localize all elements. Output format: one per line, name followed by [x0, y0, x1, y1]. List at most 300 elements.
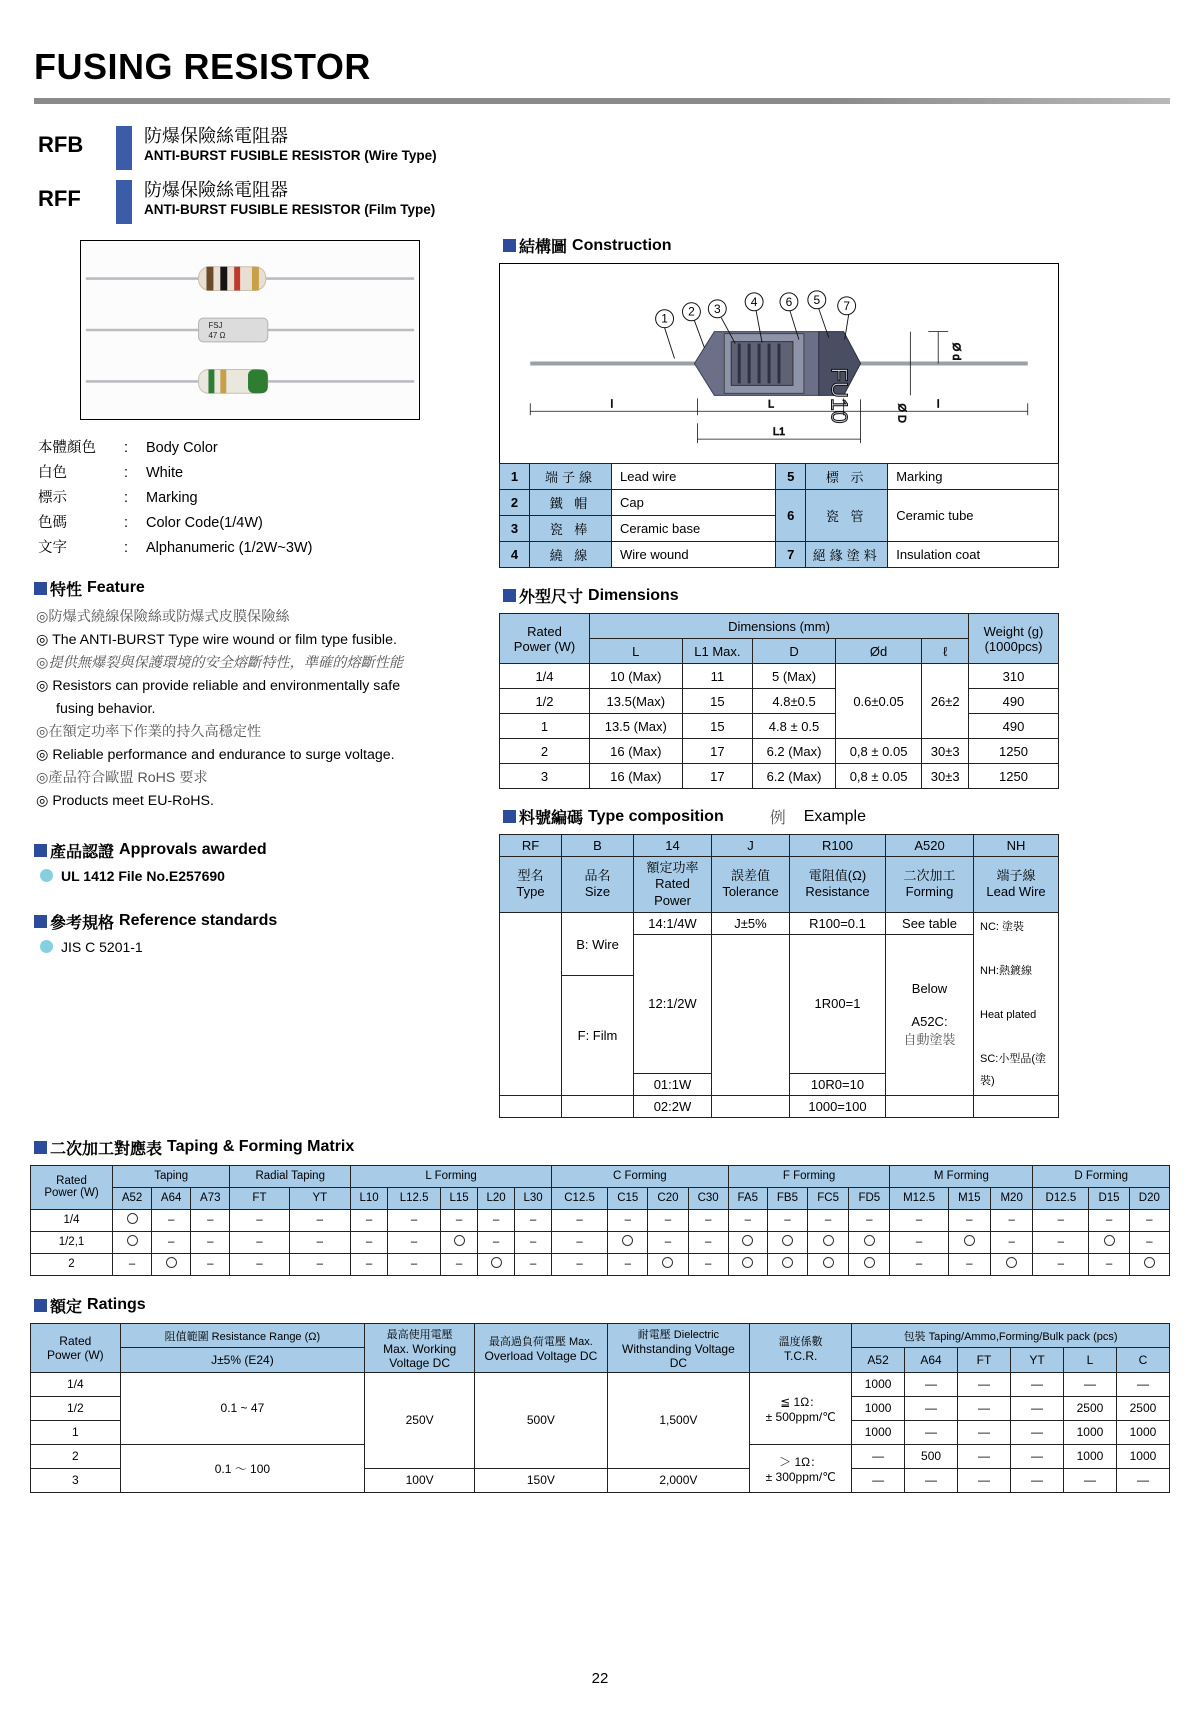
- example-label-cn: 例: [769, 810, 786, 827]
- square-bullet-icon: [34, 915, 47, 928]
- legend-cn: 瓷 棒: [530, 516, 612, 542]
- matrix-cell-unavailable: –: [1089, 1209, 1129, 1231]
- circle-mark-icon: [742, 1257, 753, 1268]
- tcomp-power-14: 14:1/4W: [634, 912, 712, 934]
- approvals-heading-cn: 產品認證: [50, 843, 115, 861]
- spec-colon: :: [124, 440, 129, 456]
- dims-power: 1/2: [500, 689, 590, 714]
- ratings-pack-a52: 1000: [852, 1372, 905, 1396]
- dims-D: 5 (Max): [753, 664, 836, 689]
- matrix-cell-unavailable: –: [648, 1231, 688, 1253]
- svg-text:Ø d: Ø d: [950, 342, 963, 361]
- legend-no: 4: [500, 542, 530, 568]
- matrix-cell-unavailable: –: [441, 1253, 478, 1275]
- reference-heading-en: Reference standards: [119, 912, 278, 930]
- ratings-pack-a52: —: [852, 1444, 905, 1468]
- series-row-rfb: [38, 126, 1170, 170]
- svg-text:6: 6: [785, 294, 793, 309]
- tcomp-field-size: 品名 Size: [562, 857, 634, 913]
- matrix-cell-unavailable: –: [515, 1231, 552, 1253]
- tcomp-blank-tol: [712, 1095, 790, 1117]
- dimensions-heading-cn: 外型尺寸: [519, 589, 584, 606]
- matrix-col-fc5: FC5: [808, 1187, 849, 1209]
- matrix-group-f-forming: F Forming: [728, 1165, 890, 1187]
- matrix-cell-unavailable: –: [849, 1209, 890, 1231]
- dimensions-table: [499, 613, 1059, 789]
- spec-value: Color Code(1/4W): [146, 514, 263, 531]
- ratings-working-2: 100V: [365, 1468, 475, 1492]
- table-header-row: [31, 1323, 1170, 1348]
- matrix-cell-available: [808, 1253, 849, 1275]
- matrix-cell-unavailable: –: [948, 1209, 990, 1231]
- circle-bullet-icon: [40, 869, 53, 882]
- tcomp-example-rf: RF: [500, 835, 562, 857]
- legend-cn: 繞 線: [530, 542, 612, 568]
- matrix-cell-unavailable: –: [289, 1253, 351, 1275]
- ratings-tcr-1: ≦ 1Ω： ± 500ppm/℃: [750, 1372, 852, 1444]
- table-row: [31, 1372, 1170, 1396]
- ratings-working-1: 250V: [365, 1372, 475, 1468]
- reference-item: [40, 939, 485, 955]
- matrix-cell-unavailable: –: [552, 1253, 608, 1275]
- series-name-cn-rfb: 防爆保險絲電阻器: [144, 126, 288, 146]
- tcomp-forming-cell: Below A52C: 自動塗裝: [886, 934, 974, 1095]
- ratings-pack-c: 1000: [1116, 1420, 1169, 1444]
- tcomp-size-wire: B: Wire: [562, 912, 634, 976]
- svg-text:2: 2: [688, 304, 695, 319]
- dims-L1: 15: [682, 714, 753, 739]
- matrix-col-m12-5: M12.5: [890, 1187, 948, 1209]
- circle-mark-icon: [491, 1257, 502, 1268]
- matrix-cell-unavailable: –: [351, 1209, 388, 1231]
- legend-en: Ceramic tube: [888, 490, 1059, 542]
- legend-no: 1: [500, 464, 530, 490]
- matrix-cell-unavailable: –: [152, 1209, 191, 1231]
- tcomp-field-type: 型名 Type: [500, 857, 562, 913]
- ratings-res-range-2: 0.1 ～ 100: [120, 1444, 365, 1492]
- spec-row: [38, 486, 485, 511]
- matrix-col-rated: Rated Power (W): [31, 1165, 113, 1209]
- ratings-pack-col-a52: A52: [852, 1348, 905, 1373]
- ratings-col-rated: Rated Power (W): [31, 1323, 121, 1372]
- spec-colon: :: [124, 514, 129, 531]
- tcomp-field-forming: 二次加工 Forming: [886, 857, 974, 913]
- feature-item: ◎提供無爆裂與保護環境的安全熔斷特性，準確的熔斷性能: [36, 654, 404, 671]
- table-row: [500, 664, 1059, 689]
- ratings-pack-ft: —: [958, 1468, 1011, 1492]
- matrix-col-l30: L30: [515, 1187, 552, 1209]
- dims-col-l: ℓ: [922, 639, 969, 664]
- matrix-col-yt: YT: [289, 1187, 351, 1209]
- table-header-row: [500, 614, 1059, 639]
- feature-list: [36, 606, 485, 813]
- ratings-pack-c: 2500: [1116, 1396, 1169, 1420]
- matrix-group-c-forming: C Forming: [552, 1165, 729, 1187]
- spec-key: 標示: [38, 489, 67, 506]
- circle-mark-icon: [964, 1235, 975, 1246]
- matrix-cell-available: [478, 1253, 515, 1275]
- tcomp-tolerance-blank: [712, 934, 790, 1095]
- tcomp-lead-wire-cell: NC: 塗裝 NH:熱鍍線 Heat plated SC:小型品(塗裝): [974, 912, 1059, 1095]
- series-name-cn-rff: 防爆保險絲電阻器: [144, 180, 288, 200]
- matrix-cell-unavailable: –: [890, 1231, 948, 1253]
- spec-key: 白色: [38, 464, 67, 481]
- table-row: [500, 912, 1059, 934]
- dims-D: 6.2 (Max): [753, 739, 836, 764]
- ratings-pack-a52: 1000: [852, 1420, 905, 1444]
- matrix-cell-unavailable: –: [388, 1253, 441, 1275]
- construction-heading: [503, 234, 1059, 257]
- dims-L1: 17: [682, 739, 753, 764]
- square-bullet-icon: [34, 1141, 47, 1154]
- ratings-pack-l: —: [1063, 1468, 1116, 1492]
- series-name-en-rff: ANTI-BURST FUSIBLE RESISTOR (Film Type): [144, 201, 436, 217]
- ratings-row-power: 2: [31, 1444, 121, 1468]
- spec-row: [38, 436, 485, 461]
- table-row: [31, 1231, 1170, 1253]
- feature-item: ◎ Products meet EU-RoHS.: [36, 792, 214, 809]
- circle-mark-icon: [166, 1257, 177, 1268]
- circle-mark-icon: [782, 1235, 793, 1246]
- svg-text:l: l: [936, 398, 940, 411]
- ratings-overload-2: 150V: [475, 1468, 607, 1492]
- dims-L: 13.5(Max): [590, 689, 683, 714]
- tcomp-field-rated-power: 額定功率 Rated Power: [634, 857, 712, 913]
- tcomp-field-lead-wire: 端子線 Lead Wire: [974, 857, 1059, 913]
- matrix-cell-unavailable: –: [991, 1231, 1033, 1253]
- product-photo: [80, 240, 420, 420]
- table-row: [31, 1209, 1170, 1231]
- reference-item-label: JIS C 5201-1: [61, 938, 143, 955]
- ratings-row-power: 3: [31, 1468, 121, 1492]
- matrix-cell-available: [152, 1253, 191, 1275]
- tcomp-blank-lead: [974, 1095, 1059, 1117]
- tcomp-example-14: 14: [634, 835, 712, 857]
- square-bullet-icon: [34, 1299, 47, 1312]
- matrix-cell-unavailable: –: [552, 1209, 608, 1231]
- ratings-pack-a64: —: [905, 1372, 958, 1396]
- circle-mark-icon: [127, 1235, 138, 1246]
- matrix-cell-unavailable: –: [478, 1231, 515, 1253]
- approval-item: [40, 868, 485, 884]
- table-header-row: [31, 1187, 1170, 1209]
- matrix-row-power: 1/2,1: [31, 1231, 113, 1253]
- series-bar-icon: [116, 126, 132, 170]
- legend-en: Ceramic base: [612, 516, 776, 542]
- table-row: [500, 464, 1059, 490]
- dims-L: 13.5 (Max): [590, 714, 683, 739]
- matrix-cell-available: [648, 1253, 688, 1275]
- spec-row: [38, 461, 485, 486]
- feature-item: ◎產品符合歐盟 RoHS 要求: [36, 769, 208, 786]
- ratings-pack-ft: —: [958, 1396, 1011, 1420]
- tcomp-res-1000: 1000=100: [790, 1095, 886, 1117]
- ratings-table: [30, 1323, 1170, 1493]
- ratings-col-working: 最高使用電壓 Max. Working Voltage DC: [365, 1323, 475, 1372]
- ratings-pack-yt: —: [1011, 1444, 1064, 1468]
- construction-heading-en: Construction: [572, 236, 672, 254]
- matrix-cell-unavailable: –: [152, 1231, 191, 1253]
- matrix-col-l15: L15: [441, 1187, 478, 1209]
- svg-text:Ø D: Ø D: [895, 403, 908, 423]
- tcomp-size-film: F: Film: [562, 976, 634, 1096]
- matrix-cell-unavailable: –: [890, 1253, 948, 1275]
- table-row: [500, 490, 1059, 516]
- ratings-res-range-sub: J±5% (E24): [120, 1348, 365, 1373]
- ratings-pack-yt: —: [1011, 1420, 1064, 1444]
- ratings-pack-yt: —: [1011, 1468, 1064, 1492]
- reference-heading-cn: 參考規格: [50, 914, 115, 932]
- dims-Od: 0,8 ± 0.05: [835, 739, 922, 764]
- matrix-cell-unavailable: –: [230, 1209, 289, 1231]
- matrix-cell-available: [728, 1253, 767, 1275]
- ratings-pack-l: 1000: [1063, 1444, 1116, 1468]
- matrix-group-radial-taping: Radial Taping: [230, 1165, 351, 1187]
- ratings-pack-a64: 500: [905, 1444, 958, 1468]
- circle-mark-icon: [823, 1235, 834, 1246]
- ratings-col-dielectric: 耐電壓 Dielectric Withstanding Voltage DC: [607, 1323, 750, 1372]
- ratings-pack-yt: —: [1011, 1396, 1064, 1420]
- spec-value: Alphanumeric (1/2W~3W): [146, 539, 313, 556]
- ratings-pack-col-ft: FT: [958, 1348, 1011, 1373]
- matrix-col-a73: A73: [191, 1187, 230, 1209]
- ratings-pack-yt: —: [1011, 1372, 1064, 1396]
- ratings-dielectric-2: 2,000V: [607, 1468, 750, 1492]
- dims-Od: 0.6±0.05: [835, 664, 922, 739]
- matrix-col-fa5: FA5: [728, 1187, 767, 1209]
- ratings-pack-col-l: L: [1063, 1348, 1116, 1373]
- ratings-pack-a64: —: [905, 1468, 958, 1492]
- dims-weight: 490: [969, 689, 1059, 714]
- circle-mark-icon: [782, 1257, 793, 1268]
- dims-col-L: L: [590, 639, 683, 664]
- page-number: 22: [591, 1670, 609, 1687]
- spec-value: Body Color: [146, 440, 218, 456]
- matrix-col-l10: L10: [351, 1187, 388, 1209]
- matrix-row-power: 2: [31, 1253, 113, 1275]
- legend-no: 7: [776, 542, 806, 568]
- square-bullet-icon: [503, 239, 516, 252]
- ratings-pack-a52: 1000: [852, 1396, 905, 1420]
- matrix-heading-en: Taping & Forming Matrix: [167, 1138, 355, 1156]
- spec-key: 色碼: [38, 514, 67, 531]
- spec-colon: :: [124, 464, 129, 481]
- construction-heading-cn: 結構圖: [519, 239, 568, 256]
- circle-mark-icon: [127, 1213, 138, 1224]
- circle-mark-icon: [1144, 1257, 1155, 1268]
- matrix-row-power: 1/4: [31, 1209, 113, 1231]
- feature-item: fusing behavior.: [56, 700, 156, 717]
- matrix-cell-available: [113, 1231, 152, 1253]
- type-composition-heading-cn: 料號編碼: [519, 810, 584, 827]
- matrix-cell-unavailable: –: [767, 1209, 807, 1231]
- tcomp-example-b: B: [562, 835, 634, 857]
- legend-no: 3: [500, 516, 530, 542]
- matrix-cell-unavailable: –: [478, 1209, 515, 1231]
- matrix-cell-unavailable: –: [230, 1253, 289, 1275]
- matrix-cell-unavailable: –: [608, 1209, 648, 1231]
- matrix-cell-unavailable: –: [808, 1209, 849, 1231]
- feature-heading-cn: 特性: [50, 581, 83, 599]
- circle-bullet-icon: [40, 940, 53, 953]
- dims-group-header: Dimensions (mm): [590, 614, 969, 639]
- dims-power: 2: [500, 739, 590, 764]
- legend-no: 2: [500, 490, 530, 516]
- ratings-row-power: 1/4: [31, 1372, 121, 1396]
- matrix-cell-available: [808, 1231, 849, 1253]
- feature-item: ◎ Reliable performance and endurance to surge voltage.: [36, 746, 395, 763]
- circle-mark-icon: [823, 1257, 834, 1268]
- dims-l: 26±2: [922, 664, 969, 739]
- matrix-cell-unavailable: –: [552, 1231, 608, 1253]
- circle-mark-icon: [1104, 1235, 1115, 1246]
- ratings-pack-a64: —: [905, 1420, 958, 1444]
- matrix-cell-available: [767, 1231, 807, 1253]
- dims-D: 4.8 ± 0.5: [753, 714, 836, 739]
- legend-cn: 瓷 管: [806, 490, 888, 542]
- matrix-cell-available: [608, 1231, 648, 1253]
- dims-col-Od: Ød: [835, 639, 922, 664]
- matrix-cell-unavailable: –: [515, 1209, 552, 1231]
- table-header-row: [31, 1165, 1170, 1187]
- matrix-col-d15: D15: [1089, 1187, 1129, 1209]
- table-row: [500, 1095, 1059, 1117]
- matrix-cell-unavailable: –: [608, 1253, 648, 1275]
- spec-colon: :: [124, 539, 129, 556]
- matrix-group-l-forming: L Forming: [351, 1165, 552, 1187]
- ratings-pack-l: 2500: [1063, 1396, 1116, 1420]
- tcomp-blank-size: [562, 1095, 634, 1117]
- tcomp-res-r100: R100=0.1: [790, 912, 886, 934]
- series-code-rfb: RFB: [38, 132, 84, 157]
- matrix-col-m15: M15: [948, 1187, 990, 1209]
- legend-en: Wire wound: [612, 542, 776, 568]
- svg-text:7: 7: [843, 298, 850, 313]
- matrix-col-l12-5: L12.5: [388, 1187, 441, 1209]
- ratings-pack-col-a64: A64: [905, 1348, 958, 1373]
- svg-text:3: 3: [713, 301, 721, 316]
- ratings-heading: [34, 1294, 1170, 1317]
- matrix-col-d12-5: D12.5: [1033, 1187, 1089, 1209]
- matrix-col-fb5: FB5: [767, 1187, 807, 1209]
- series-row-rff: [38, 180, 1170, 224]
- dimensions-heading-en: Dimensions: [588, 586, 679, 604]
- dims-D: 6.2 (Max): [753, 764, 836, 789]
- table-row: [500, 542, 1059, 568]
- dims-power: 1: [500, 714, 590, 739]
- matrix-cell-unavailable: –: [688, 1253, 728, 1275]
- legend-no: 6: [776, 490, 806, 542]
- dims-Od: 0,8 ± 0.05: [835, 764, 922, 789]
- matrix-cell-available: [728, 1231, 767, 1253]
- title-rule: [34, 98, 1170, 104]
- ratings-heading-cn: 額定: [50, 1298, 83, 1316]
- ratings-row-power: 1: [31, 1420, 121, 1444]
- ratings-col-pack: 包裝 Taping/Ammo,Forming/Bulk pack (pcs): [852, 1323, 1170, 1348]
- series-name-en-rfb: ANTI-BURST FUSIBLE RESISTOR (Wire Type): [144, 147, 437, 163]
- matrix-cell-unavailable: –: [289, 1231, 351, 1253]
- matrix-cell-unavailable: –: [1033, 1209, 1089, 1231]
- approval-item-label: UL 1412 File No.E257690: [61, 867, 225, 884]
- matrix-cell-unavailable: –: [351, 1231, 388, 1253]
- construction-diagram-svg: [500, 264, 1058, 463]
- tcomp-blank-forming: [886, 1095, 974, 1117]
- matrix-cell-unavailable: –: [1033, 1231, 1089, 1253]
- matrix-col-a64: A64: [152, 1187, 191, 1209]
- matrix-cell-unavailable: –: [1089, 1253, 1129, 1275]
- matrix-cell-unavailable: –: [648, 1209, 688, 1231]
- ratings-col-res-range: 阻值範圍 Resistance Range (Ω): [120, 1323, 365, 1348]
- matrix-group-taping: Taping: [113, 1165, 230, 1187]
- dims-weight: 1250: [969, 764, 1059, 789]
- dims-weight: 1250: [969, 739, 1059, 764]
- matrix-cell-unavailable: –: [441, 1209, 478, 1231]
- circle-mark-icon: [454, 1235, 465, 1246]
- matrix-cell-unavailable: –: [1129, 1231, 1169, 1253]
- tcomp-example-nh: NH: [974, 835, 1059, 857]
- table-row: [500, 739, 1059, 764]
- ratings-pack-col-c: C: [1116, 1348, 1169, 1373]
- matrix-col-m20: M20: [991, 1187, 1033, 1209]
- matrix-col-l20: L20: [478, 1187, 515, 1209]
- dims-weight: 310: [969, 664, 1059, 689]
- dims-l: 30±3: [922, 739, 969, 764]
- matrix-col-c12-5: C12.5: [552, 1187, 608, 1209]
- table-row: [500, 689, 1059, 714]
- dims-weight: 490: [969, 714, 1059, 739]
- svg-text:4: 4: [750, 294, 758, 309]
- construction-legend-table: [499, 463, 1059, 568]
- feature-item: ◎ Resistors can provide reliable and environmentally safe: [36, 677, 401, 694]
- matrix-cell-unavailable: –: [688, 1231, 728, 1253]
- body-spec-list: [38, 436, 485, 561]
- matrix-col-fd5: FD5: [849, 1187, 890, 1209]
- tcomp-example-j: J: [712, 835, 790, 857]
- ratings-overload-1: 500V: [475, 1372, 607, 1468]
- spec-row: [38, 511, 485, 536]
- matrix-cell-available: [948, 1231, 990, 1253]
- matrix-cell-unavailable: –: [388, 1231, 441, 1253]
- matrix-cell-unavailable: –: [230, 1231, 289, 1253]
- feature-item: ◎ The ANTI-BURST Type wire wound or film type fusible.: [36, 631, 397, 648]
- dims-power: 1/4: [500, 664, 590, 689]
- dimensions-heading: [503, 584, 1059, 607]
- tcomp-power-02: 02:2W: [634, 1095, 712, 1117]
- matrix-cell-unavailable: –: [191, 1231, 230, 1253]
- tcomp-example-r100: R100: [790, 835, 886, 857]
- series-code-rff: RFF: [38, 186, 81, 211]
- dims-L1: 17: [682, 764, 753, 789]
- dims-col-D: D: [753, 639, 836, 664]
- ratings-col-overload: 最高過負荷電壓 Max. Overload Voltage DC: [475, 1323, 607, 1372]
- approvals-heading: [34, 839, 485, 862]
- tcomp-field-resistance: 電阻值(Ω) Resistance: [790, 857, 886, 913]
- circle-mark-icon: [662, 1257, 673, 1268]
- legend-en: Insulation coat: [888, 542, 1059, 568]
- ratings-pack-l: 1000: [1063, 1420, 1116, 1444]
- legend-cn: 端子線: [530, 464, 612, 490]
- feature-item: ◎在額定功率下作業的持久高穩定性: [36, 723, 262, 740]
- circle-mark-icon: [864, 1235, 875, 1246]
- svg-text:L1: L1: [772, 426, 786, 439]
- matrix-cell-unavailable: –: [191, 1253, 230, 1275]
- ratings-pack-a64: —: [905, 1396, 958, 1420]
- table-row: [31, 1253, 1170, 1275]
- tcomp-field-tolerance: 誤差值 Tolerance: [712, 857, 790, 913]
- svg-text:FU10: FU10: [826, 367, 853, 424]
- ratings-dielectric-1: 1,500V: [607, 1372, 750, 1468]
- square-bullet-icon: [503, 810, 516, 823]
